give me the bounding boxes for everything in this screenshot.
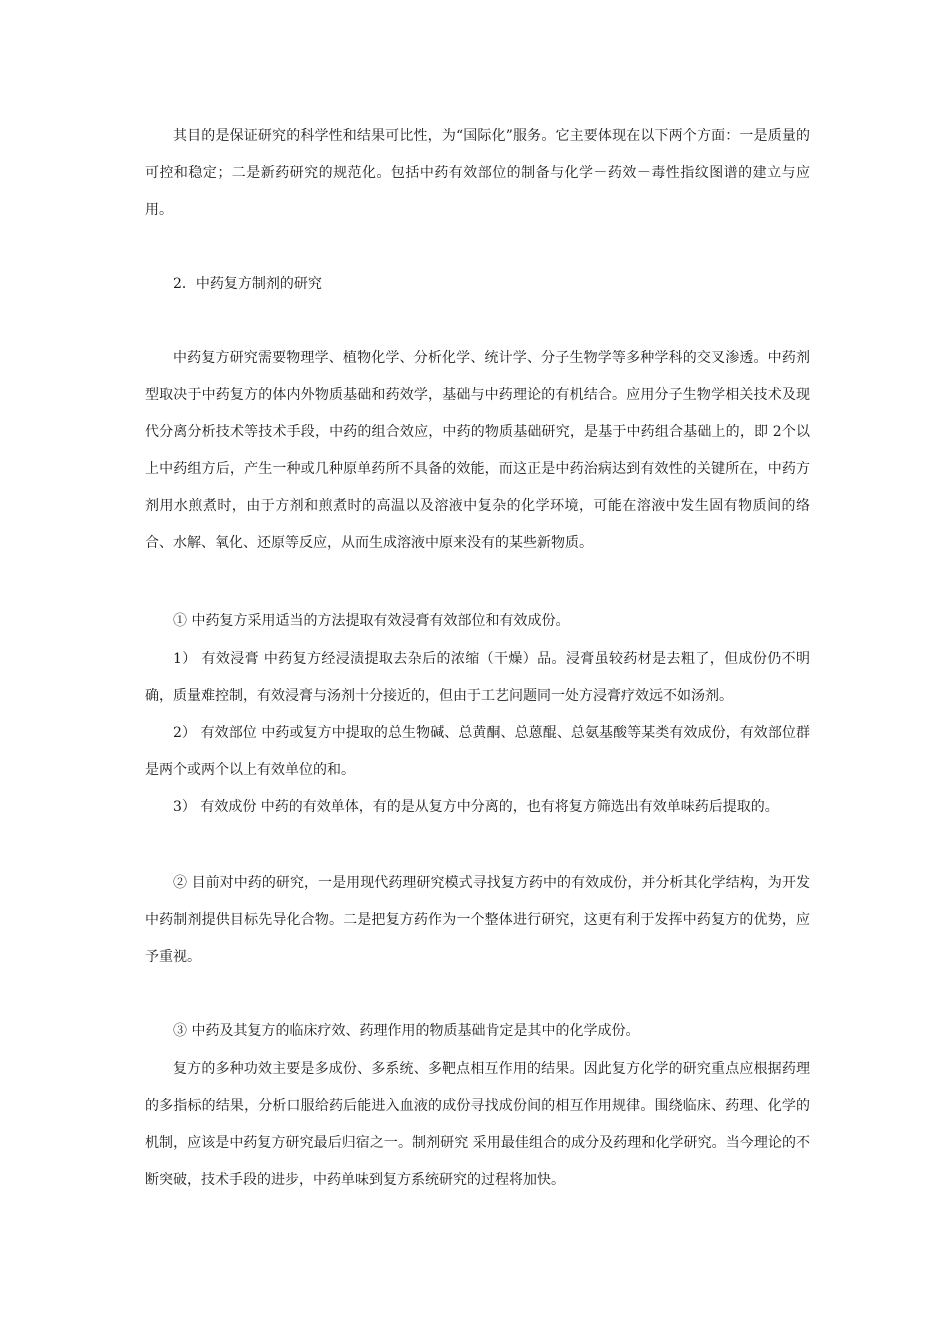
sub-item-3: 3） 有效成份 中药的有效单体，有的是从复方中分离的，也有将复方筛选出有效单味药后提取的。: [173, 799, 779, 815]
list-item-2: ② 目前对中药的研究，一是用现代药理研究模式寻找复方药中的有效成份，并分析其化学结构，为开发中药制剂提供目标先导化合物。二是把复方药作为一个整体进行研究，这更有利于发挥中药复方的优势，应予重视。: [145, 875, 810, 965]
paragraph-conclusion: 复方的多种功效主要是多成份、多系统、多靶点相互作用的结果。因此复方化学的研究重点应根据药理的多指标的结果，分析口服给药后能进入血液的成份寻找成份间的相互作用规律。围绕临床、药理、化学的机制，应该是中药复方研究最后归宿之一。制剂研究 采用最佳组合的成分及药理和化学研究。当今理论的不断突破，技术手段的进步，中药单味到复方系统研究的过程将加快。: [145, 1061, 810, 1188]
list-item-3: ③ 中药及其复方的临床疗效、药理作用的物质基础肯定是其中的化学成份。: [173, 1023, 640, 1039]
paragraph-intro: 其目的是保证研究的科学性和结果可比性，为“国际化”服务。它主要体现在以下两个方面：一是质量的可控和稳定；二是新药研究的规范化。包括中药有效部位的制备与化学－药效－毒性指纹图谱的建立与应用。: [145, 128, 810, 218]
paragraph-compound-research: 中药复方研究需要物理学、植物化学、分析化学、统计学、分子生物学等多种学科的交叉渗透。中药剂型取决于中药复方的体内外物质基础和药效学，基础与中药理论的有机结合。应用分子生物学相关技术及现代分离分析技术等技术手段，中药的组合效应，中药的物质基础研究，是基于中药组合基础上的，即 2个以上中药组方后，产生一种或几种原单药所不具备的效能，而这正是中药治病达到有效性的关键所在，中药方剂用水煎煮时，由于方剂和煎煮时的高温以及溶液中复杂的化学环境，可能在溶液中发生固有物质间的络合、水解、氧化、还原等反应，从而生成溶液中原来没有的某些新物质。: [145, 350, 810, 551]
list-item-1: ① 中药复方采用适当的方法提取有效浸膏有效部位和有效成份。: [173, 613, 570, 629]
sub-item-2: 2） 有效部位 中药或复方中提取的总生物碱、总黄酮、总蒽醌、总氨基酸等某类有效成份，有效部位群是两个或两个以上有效单位的和。: [145, 725, 810, 778]
sub-item-1: 1） 有效浸膏 中药复方经浸渍提取去杂后的浓缩（干燥）品。浸膏虽较药材是去粗了，但成份仍不明确，质量难控制，有效浸膏与汤剂十分接近的，但由于工艺问题同一处方浸膏疗效远不如汤剂。: [145, 651, 810, 704]
section-heading: 2．中药复方制剂的研究: [173, 276, 322, 292]
